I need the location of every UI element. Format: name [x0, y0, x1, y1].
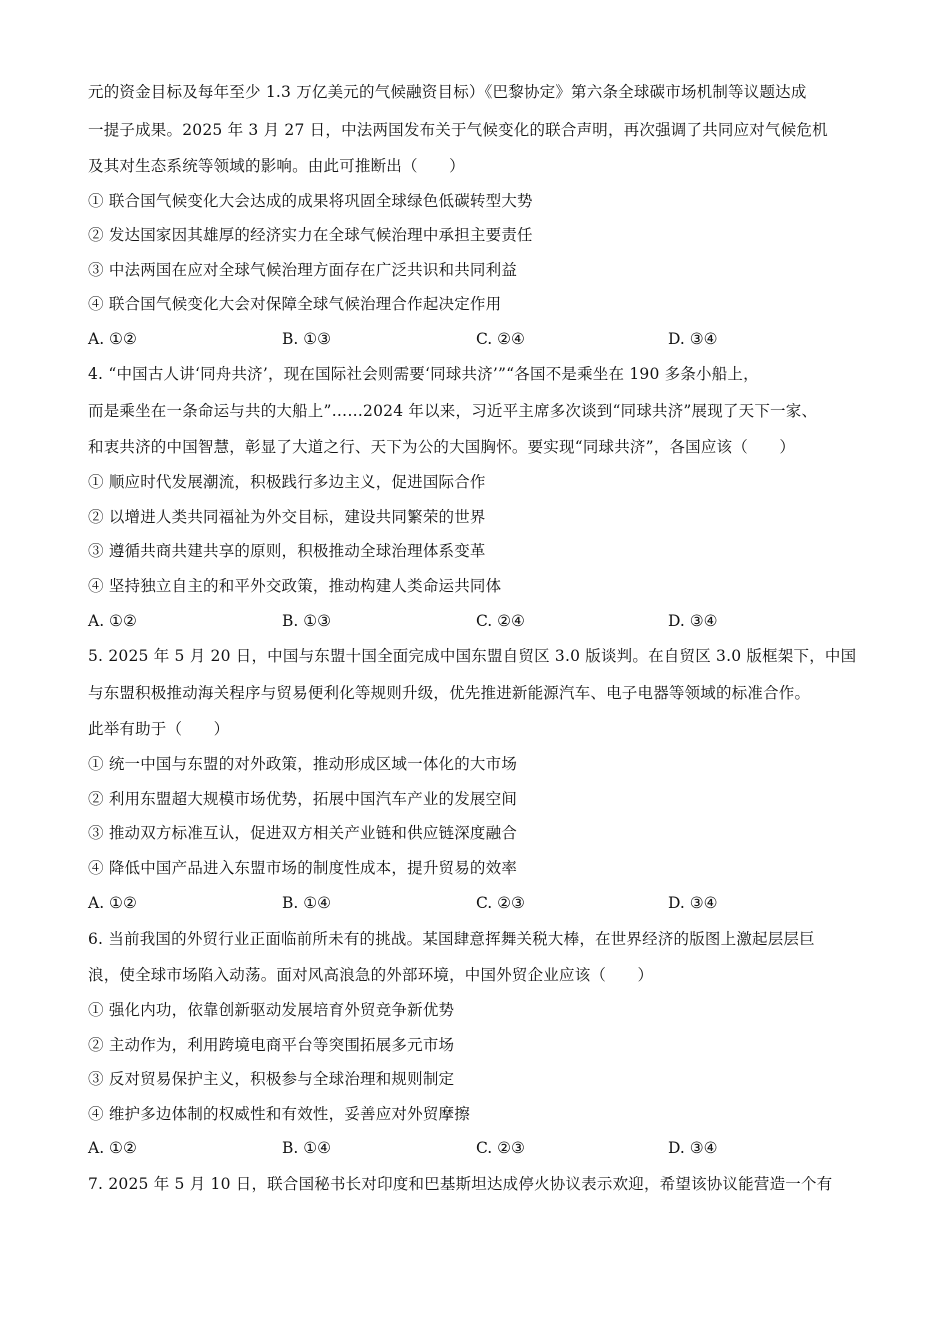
- q6-option-a[interactable]: A. ①②: [88, 1139, 137, 1157]
- q5-option-b[interactable]: B. ①④: [282, 894, 332, 912]
- q4-item-3: ③ 遵循共商共建共享的原则，积极推动全球治理体系变革: [88, 542, 486, 560]
- q6-item-4: ④ 维护多边体制的权威性和有效性，妥善应对外贸摩擦: [88, 1105, 470, 1123]
- q7-stem-line-1: 7. 2025 年 5 月 10 日，联合国秘书长对印度和巴基斯坦达成停火协议表示欢迎，希望该协议能营造一个有: [88, 1175, 833, 1193]
- q6-option-c[interactable]: C. ②③: [476, 1139, 525, 1157]
- q3-item-1: ① 联合国气候变化大会达成的成果将巩固全球绿色低碳转型大势: [88, 192, 533, 210]
- q4-item-2: ② 以增进人类共同福祉为外交目标，建设共同繁荣的世界: [88, 508, 486, 526]
- q3-option-b[interactable]: B. ①③: [282, 330, 332, 348]
- q6-item-3: ③ 反对贸易保护主义，积极参与全球治理和规则制定: [88, 1070, 455, 1088]
- q3-item-3: ③ 中法两国在应对全球气候治理方面存在广泛共识和共同利益: [88, 261, 518, 279]
- q4-stem-line-2: 而是乘坐在一条命运与共的大船上”……2024 年以来，习近平主席多次谈到“同球共济”展现了天下一家、: [88, 402, 818, 420]
- q3-stem-line-1: 元的资金目标及每年至少 1.3 万亿美元的气候融资目标）《巴黎协定》第六条全球碳市场机制等议题达成: [88, 83, 807, 101]
- q4-option-b[interactable]: B. ①③: [282, 612, 332, 630]
- q3-item-4: ④ 联合国气候变化大会对保障全球气候治理合作起决定作用: [88, 295, 502, 313]
- q4-option-d[interactable]: D. ③④: [668, 612, 718, 630]
- q5-item-3: ③ 推动双方标准互认，促进双方相关产业链和供应链深度融合: [88, 824, 518, 842]
- q5-option-c[interactable]: C. ②③: [476, 894, 525, 912]
- q5-stem-line-3: 此举有助于（ ）: [88, 720, 230, 738]
- q6-option-b[interactable]: B. ①④: [282, 1139, 332, 1157]
- q5-item-2: ② 利用东盟超大规模市场优势，拓展中国汽车产业的发展空间: [88, 790, 518, 808]
- q3-option-d[interactable]: D. ③④: [668, 330, 718, 348]
- q4-item-1: ① 顺应时代发展潮流，积极践行多边主义，促进国际合作: [88, 473, 486, 491]
- q6-item-1: ① 强化内功，依靠创新驱动发展培育外贸竞争新优势: [88, 1001, 455, 1019]
- q4-item-4: ④ 坚持独立自主的和平外交政策，推动构建人类命运共同体: [88, 577, 502, 595]
- q5-option-a[interactable]: A. ①②: [88, 894, 137, 912]
- q4-stem-line-1: 4. “中国古人讲‘同舟共济’，现在国际社会则需要‘同球共济’”“各国不是乘坐在 190 多条小船上，: [88, 365, 759, 383]
- q4-option-c[interactable]: C. ②④: [476, 612, 525, 630]
- q6-stem-line-1: 6. 当前我国的外贸行业正面临前所未有的挑战。某国肆意挥舞关税大棒，在世界经济的版图上激起层层巨: [88, 930, 815, 948]
- q5-stem-line-2: 与东盟积极推动海关程序与贸易便利化等规则升级，优先推进新能源汽车、电子电器等领域的标准合作。: [88, 684, 811, 702]
- q4-option-a[interactable]: A. ①②: [88, 612, 137, 630]
- q5-item-4: ④ 降低中国产品进入东盟市场的制度性成本，提升贸易的效率: [88, 859, 518, 877]
- q4-stem-line-3: 和衷共济的中国智慧，彰显了大道之行、天下为公的大国胸怀。要实现“同球共济”，各国应该（ ）: [88, 438, 796, 456]
- q6-option-d[interactable]: D. ③④: [668, 1139, 718, 1157]
- q3-option-c[interactable]: C. ②④: [476, 330, 525, 348]
- q3-option-a[interactable]: A. ①②: [88, 330, 137, 348]
- q6-item-2: ② 主动作为，利用跨境电商平台等突围拓展多元市场: [88, 1036, 455, 1054]
- q5-option-d[interactable]: D. ③④: [668, 894, 718, 912]
- q5-stem-line-1: 5. 2025 年 5 月 20 日，中国与东盟十国全面完成中国东盟自贸区 3.0 版谈判。在自贸区 3.0 版框架下，中国: [88, 647, 857, 665]
- q3-stem-line-3: 及其对生态系统等领域的影响。由此可推断出（ ）: [88, 157, 465, 175]
- q3-item-2: ② 发达国家因其雄厚的经济实力在全球气候治理中承担主要责任: [88, 226, 533, 244]
- q6-stem-line-2: 浪，使全球市场陷入动荡。面对风高浪急的外部环境，中国外贸企业应该（ ）: [88, 966, 654, 984]
- q5-item-1: ① 统一中国与东盟的对外政策，推动形成区域一体化的大市场: [88, 755, 518, 773]
- q3-stem-line-2: 一提子成果。2025 年 3 月 27 日，中法两国发布关于气候变化的联合声明，再次强调了共同应对气候危机: [88, 121, 828, 139]
